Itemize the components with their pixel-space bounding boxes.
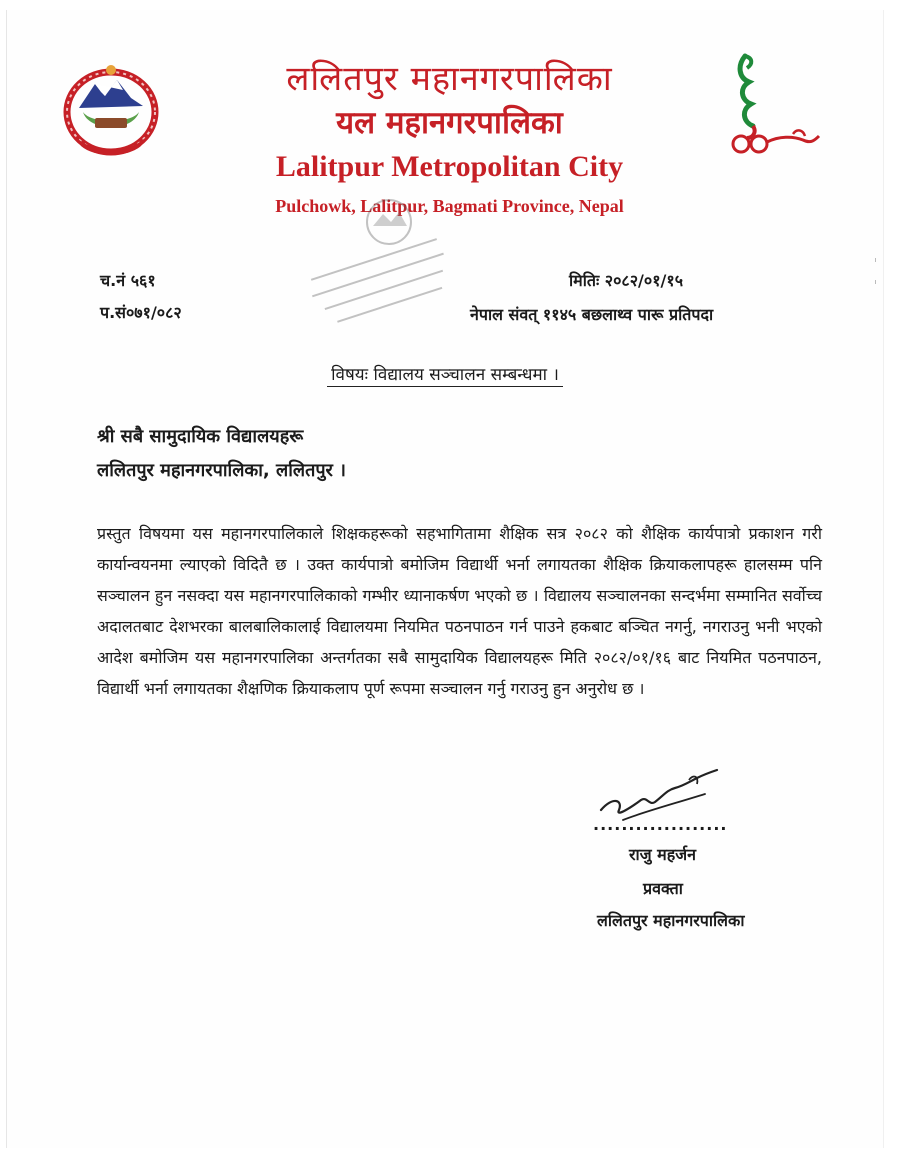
- nepal-emblem-icon: [61, 62, 161, 158]
- subject-line: [7, 362, 883, 388]
- letterhead-title-english: Lalitpur Metropolitan City: [275, 150, 624, 183]
- subject-text: विषयः विद्यालय सञ्चालन सम्बन्धमा ।: [327, 365, 563, 387]
- body-paragraph: प्रस्तुत विषयमा यस महानगरपालिकाले शिक्षकहरूको सहभागितामा शैक्षिक सत्र २०८२ को शैक्षिक कार्यपात्रो प्रकाशन गरी कार्यान्वयनमा ल्याएको विदितै छ । उक्त कार्यपात्रो बमोजिम विद्यार्थी भर्ना लगायतका शैक्षिक क्रियाकलापहरू हालसम्म पनि सञ्चालन हुन नसक्दा यस महानगरपालिकाको गम्भीर ध्यानाकर्षण भएको छ । विद्यालय सञ्चालनका सन्दर्भमा सम्मानित सर्वोच्च अदालतबाट देशभरका बालबालिकालाई विद्यालयमा नियमित पठनपाठन गर्न पाउने हकबाट बञ्चित नगर्नु, नगराउनु भनी भएको आदेश बमोजिम यस महानगरपालिका अन्तर्गतका सबै सामुदायिक विद्यालयहरू मिति २०८२/०१/१६ बाट नियमित पठनपाठन, विद्यार्थी भर्ना लगायतका शैक्षणिक क्रियाकलाप पूर्ण रूपमा सञ्चालन गर्नु गराउनु हुन अनुरोध छ ।: [97, 524, 822, 698]
- signature-dots: ...................: [593, 815, 728, 834]
- letterhead-title-newari: यल महानगरपालिका: [336, 105, 563, 141]
- signatory-designation: प्रवक्ता: [643, 879, 683, 898]
- lalitpur-logo-icon: [723, 48, 823, 160]
- letter-page: [6, 10, 883, 1148]
- nepal-sambat-date: नेपाल संवत् ११४५ बछलाथ्व पारू प्रतिपदा: [470, 305, 714, 324]
- letter-number: प.सं०७१/०८२: [100, 303, 182, 322]
- dispatch-number: च.नं ५६१: [100, 271, 156, 290]
- letterhead-address: Pulchowk, Lalitpur, Bagmati Province, Nepal: [275, 196, 624, 216]
- addressee-line-1: श्री सबै सामुदायिक विद्यालयहरू: [97, 426, 304, 447]
- office-stamp: [297, 186, 467, 336]
- scan-edge-marks: [874, 250, 877, 290]
- signatory-office: ललितपुर महानगरपालिका: [597, 911, 745, 930]
- letterhead-title-nepali: ललितपुर महानगरपालिका: [286, 59, 613, 99]
- signatory-name: राजु महर्जन: [629, 845, 696, 864]
- letter-date: मितिः २०८२/०१/१५: [569, 271, 684, 290]
- addressee-line-2: ललितपुर महानगरपालिका, ललितपुर ।: [97, 460, 346, 481]
